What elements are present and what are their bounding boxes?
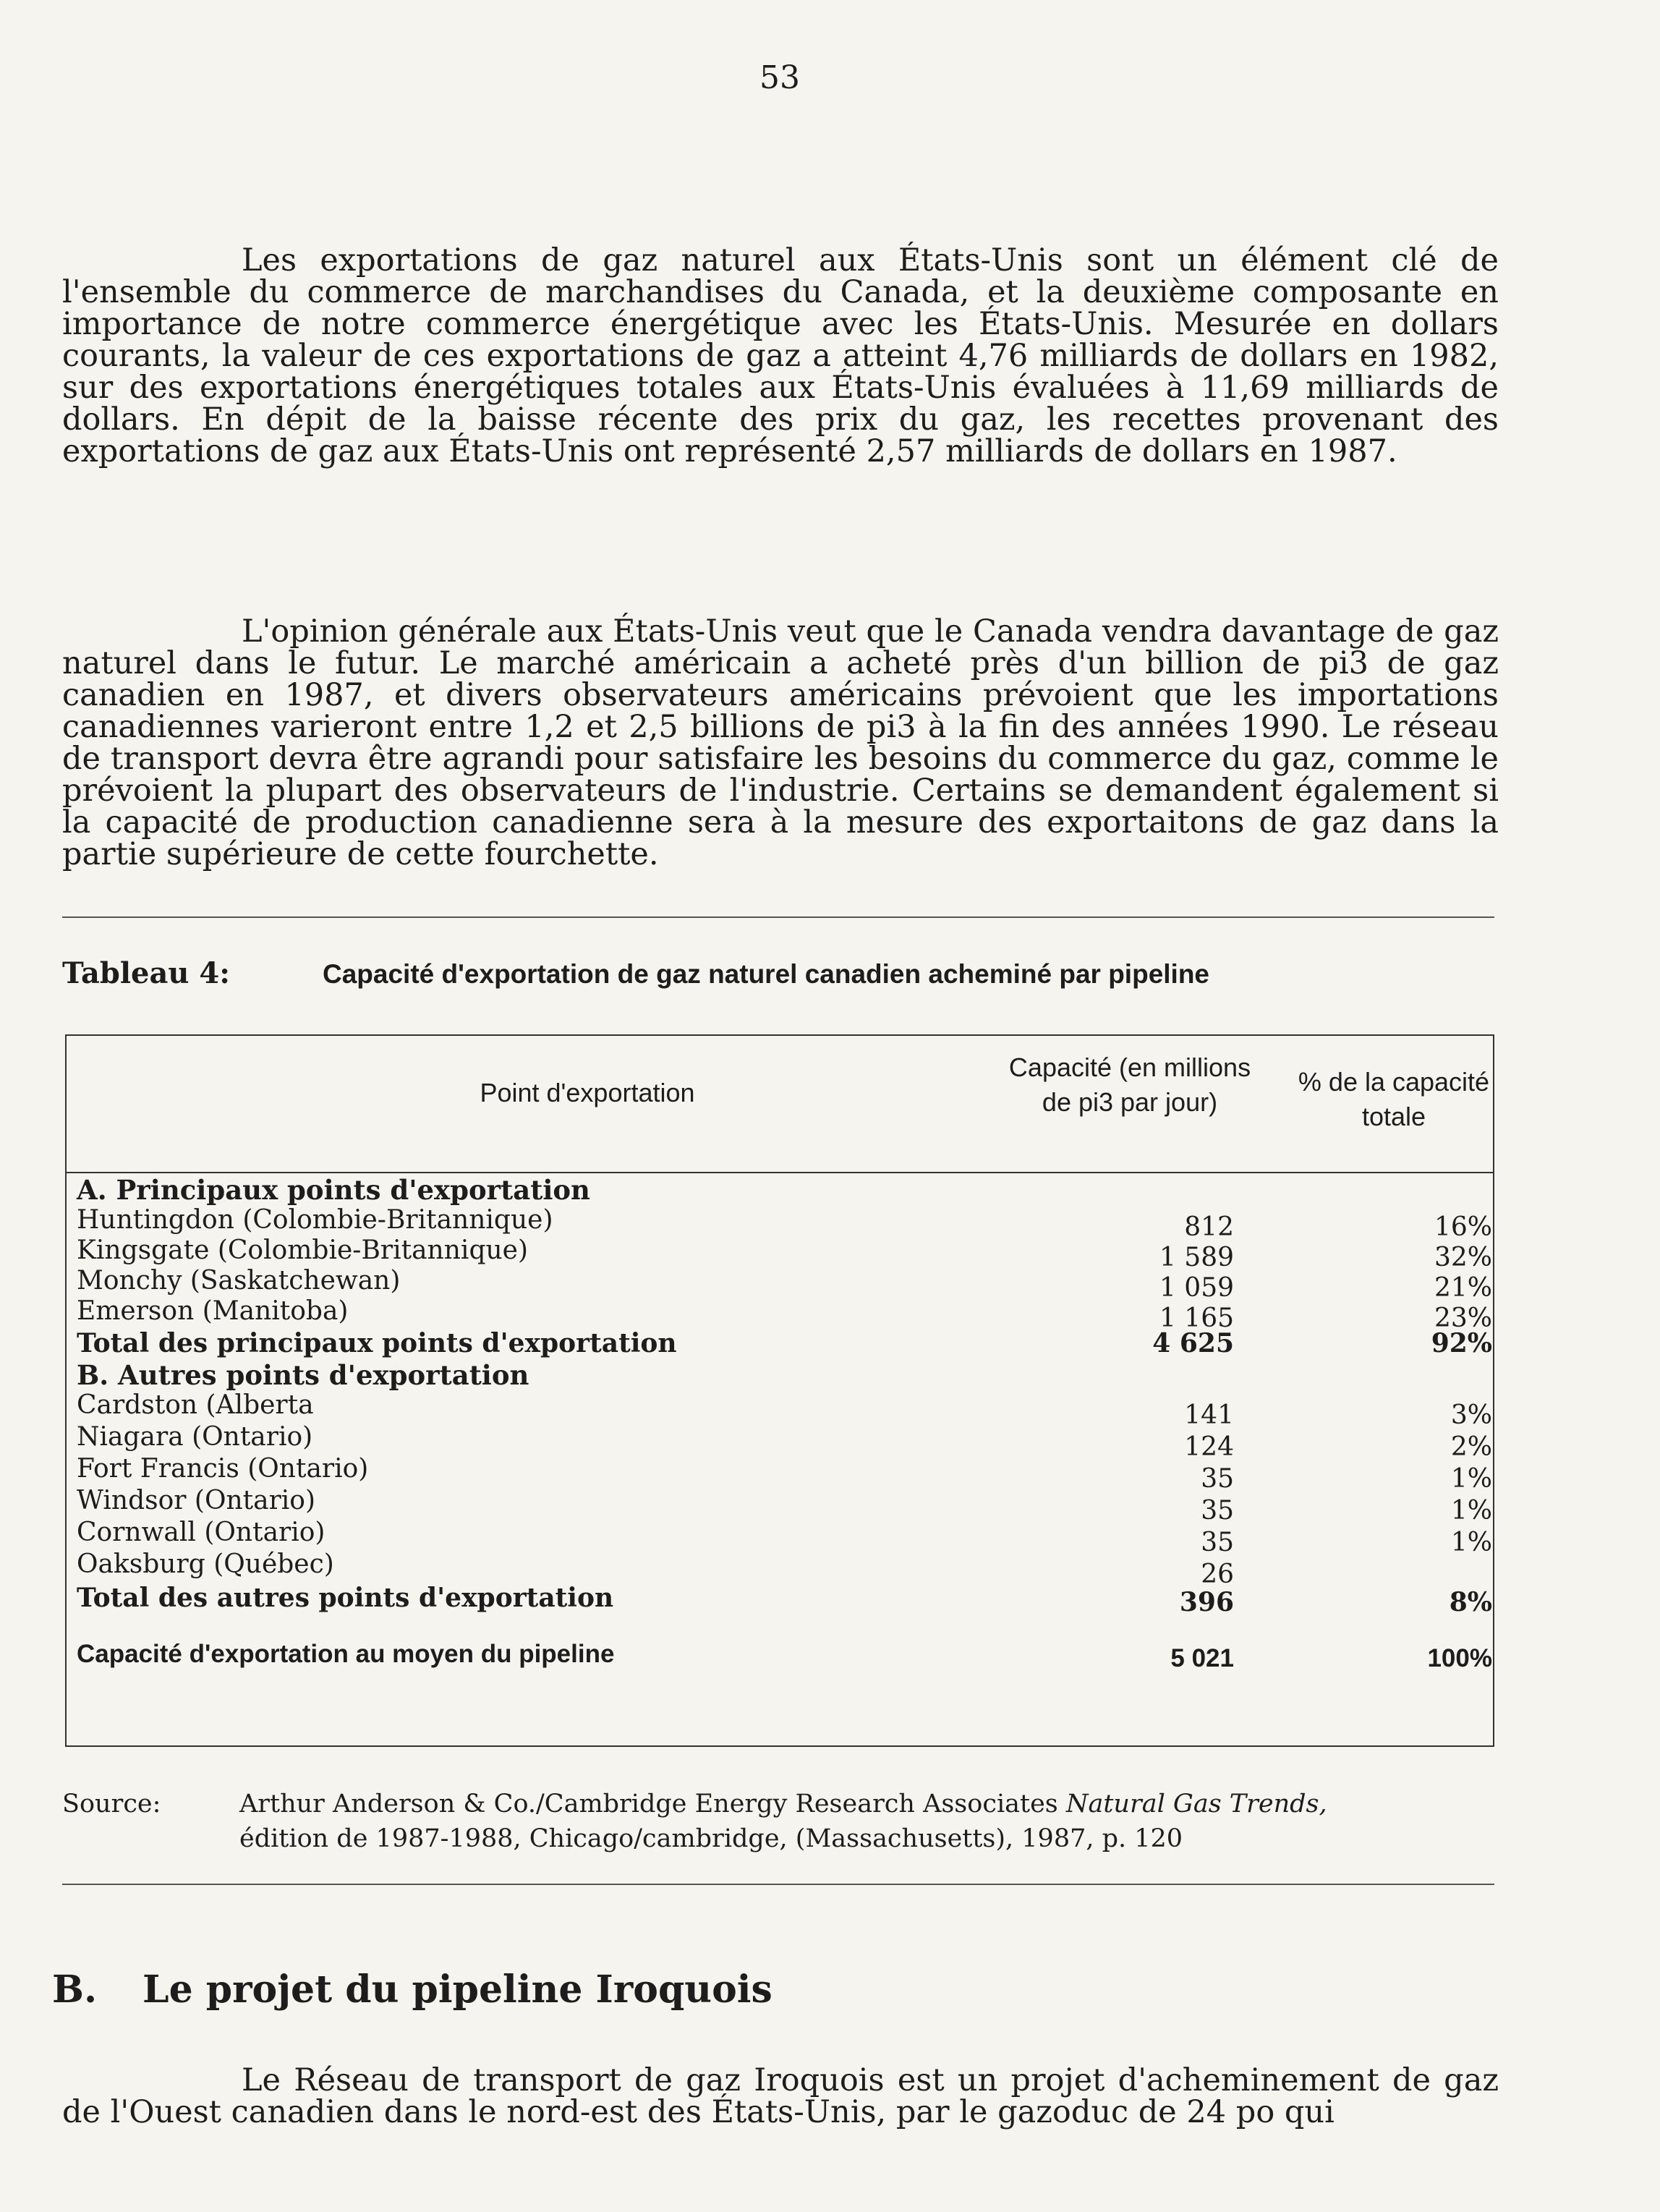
total-a-label: Total des principaux points d'exportation	[77, 1328, 677, 1358]
header-export-point: Point d'exportation	[480, 1078, 695, 1107]
total-a-percent: 92%	[1431, 1328, 1492, 1358]
total-b-label: Total des autres points d'exportation	[77, 1583, 614, 1613]
row-point: Niagara (Ontario)	[77, 1422, 313, 1452]
export-capacity-table	[65, 1034, 1494, 1747]
table-row	[77, 1454, 1494, 1494]
table-title: Capacité d'exportation de gaz naturel canadien acheminé par pipeline	[323, 959, 1210, 989]
table-row	[77, 1390, 1494, 1430]
row-capacity: 26	[1201, 1560, 1234, 1589]
section-heading	[52, 1968, 772, 2012]
total-b-capacity: 396	[1179, 1587, 1234, 1617]
grand-total-percent: 100%	[1427, 1644, 1492, 1672]
table-caption	[62, 956, 1494, 990]
row-capacity: 1 589	[1159, 1243, 1234, 1272]
row-percent: 3%	[1450, 1400, 1492, 1430]
table-label: Tableau 4:	[62, 956, 230, 990]
table-row	[77, 1266, 1494, 1303]
row-point: Cardston (Alberta	[77, 1390, 314, 1420]
paragraph-opinion-text: L'opinion générale aux États-Unis veut que le Canada vendra davantage de gaz naturel dans le futur. Le marché américain a acheté près d'un billion de pi3 de gaz canadien en 1987, et divers observateurs américains prévoient que les importations canadiennes varieront entre 1,2 et 2,5 billions de pi3 à la fin des années 1990. Le réseau de transport devra être agrandi pour satisfaire les besoins du commerce du gaz, comme le prévoient la plupart des observateurs de l'industrie. Certains se demandent également si la capacité de production canadienne sera à la mesure des exportaitons de gaz dans la partie supérieure de cette fourchette.	[62, 613, 1499, 872]
section-a-heading	[77, 1175, 1494, 1205]
row-capacity: 35	[1201, 1464, 1234, 1494]
paragraph-exports-text: Les exportations de gaz naturel aux États-Unis sont un élément clé de l'ensemble du commerce de marchandises du Canada, et la deuxième composante en importance de notre commerce énergétique avec les États-Unis. Mesurée en dollars courants, la valeur de ces exportations de gaz a atteint 4,76 milliards de dollars en 1982, sur des exportations énergétiques totales aux États-Unis évaluées à 11,69 milliards de dollars. En dépit de la baisse récente des prix du gaz, les recettes provenant des exportations de gaz aux États-Unis ont représenté 2,57 milliards de dollars en 1987.	[62, 242, 1499, 469]
row-percent: 1%	[1450, 1528, 1492, 1557]
row-point: Oaksburg (Québec)	[77, 1549, 334, 1579]
row-percent: 23%	[1434, 1303, 1492, 1333]
table-row	[77, 1422, 1494, 1462]
source-text	[239, 1787, 1556, 1856]
total-row-a	[77, 1328, 1494, 1358]
row-percent: 21%	[1434, 1273, 1492, 1303]
row-point: Emerson (Manitoba)	[77, 1296, 349, 1326]
table-row	[77, 1235, 1494, 1272]
table-row	[77, 1549, 1494, 1589]
row-capacity: 35	[1201, 1528, 1234, 1557]
table-row	[77, 1205, 1494, 1242]
section-b-heading	[77, 1360, 1494, 1390]
row-point: Monchy (Saskatchewan)	[77, 1266, 401, 1296]
paragraph-iroquois-text: Le Réseau de transport de gaz Iroquois est un projet d'acheminement de gaz de l'Ouest canadien dans le nord-est des États-Unis, par le gazoduc de 24 po qui	[62, 2062, 1499, 2130]
paragraph-exports	[62, 244, 1499, 467]
grand-total-label: Capacité d'exportation au moyen du pipeline	[77, 1640, 615, 1668]
header-separator	[67, 1172, 1493, 1173]
row-percent: 16%	[1434, 1212, 1492, 1242]
row-capacity: 1 165	[1159, 1303, 1234, 1333]
section-a-label: A. Principaux points d'exportation	[77, 1174, 590, 1206]
section-b-label: B. Autres points d'exportation	[77, 1359, 529, 1391]
section-letter: B.	[52, 1968, 98, 2012]
row-capacity: 141	[1184, 1400, 1234, 1430]
paragraph-opinion	[62, 613, 1499, 872]
section-title: Le projet du pipeline Iroquois	[142, 1968, 772, 2012]
total-a-capacity: 4 625	[1152, 1328, 1234, 1358]
total-b-percent: 8%	[1449, 1587, 1492, 1617]
table-bottom-rule	[62, 1884, 1494, 1885]
row-point: Cornwall (Ontario)	[77, 1518, 325, 1547]
row-point: Windsor (Ontario)	[77, 1486, 316, 1515]
row-percent: 1%	[1450, 1496, 1492, 1526]
total-row-b	[77, 1583, 1494, 1617]
table-row	[77, 1296, 1494, 1333]
header-capacity: Capacité (en millions de pi3 par jour)	[1008, 1052, 1251, 1117]
page-number: 53	[759, 59, 800, 96]
header-percent: % de la capacité totale	[1298, 1067, 1490, 1131]
row-percent: 2%	[1450, 1432, 1492, 1462]
row-point: Fort Francis (Ontario)	[77, 1454, 369, 1484]
grand-total-capacity: 5 021	[1170, 1644, 1234, 1672]
table-row	[77, 1486, 1494, 1526]
table-top-rule	[62, 916, 1494, 918]
paragraph-iroquois	[62, 2064, 1499, 2128]
source-publication-title: Natural Gas Trends,	[1065, 1790, 1327, 1818]
row-percent: 32%	[1434, 1243, 1492, 1272]
source-edition: édition de 1987-1988, Chicago/cambridge, (Massachusetts), 1987, p. 120	[239, 1824, 1183, 1853]
source-citation: Arthur Anderson & Co./Cambridge Energy Research Associates	[239, 1790, 1066, 1818]
source-label: Source:	[62, 1790, 161, 1818]
row-percent: 1%	[1450, 1464, 1492, 1494]
row-point: Kingsgate (Colombie-Britannique)	[77, 1235, 529, 1265]
row-capacity: 124	[1184, 1432, 1234, 1462]
table-row	[77, 1518, 1494, 1557]
row-capacity: 1 059	[1159, 1273, 1234, 1303]
row-point: Huntingdon (Colombie-Britannique)	[77, 1205, 553, 1235]
grand-total-row	[77, 1639, 1494, 1672]
row-capacity: 812	[1184, 1212, 1234, 1242]
row-capacity: 35	[1201, 1496, 1234, 1526]
